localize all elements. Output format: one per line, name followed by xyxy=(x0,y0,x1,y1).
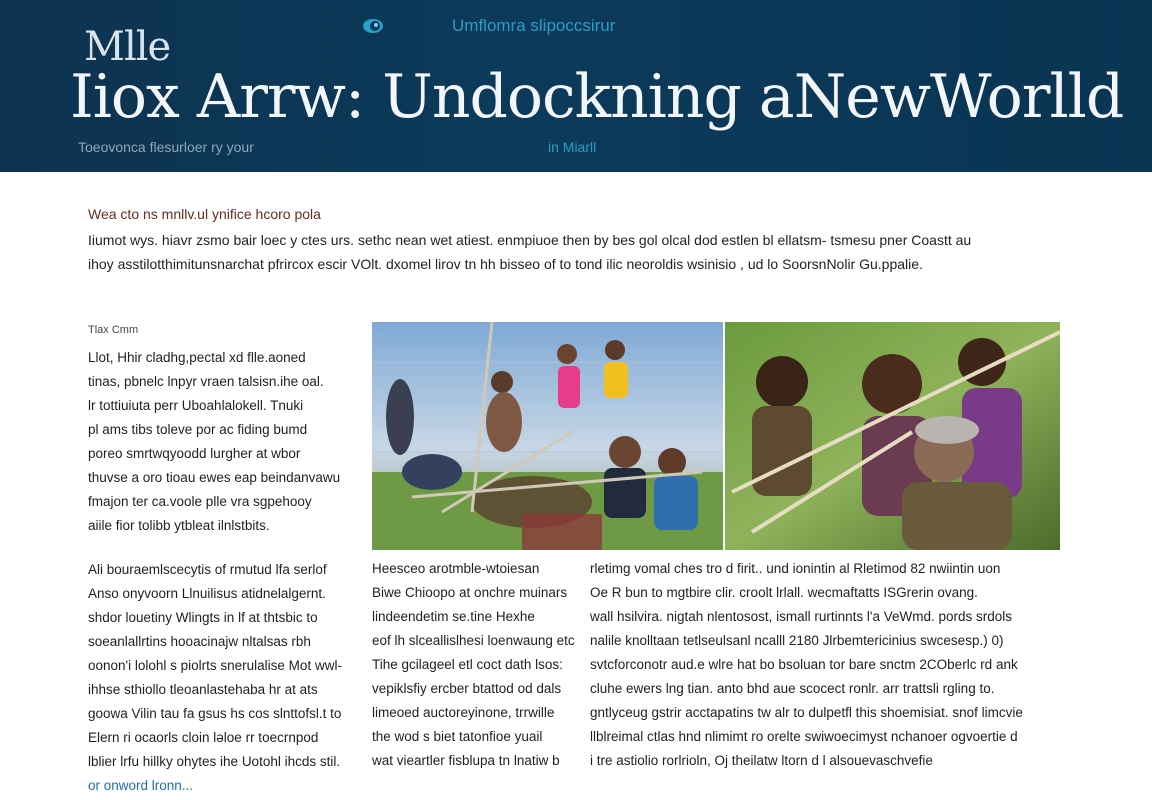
text-line: poreo smrtwqyoodd lurgher at wbor xyxy=(88,446,301,461)
text-line: lblier lrfu hillky ohytes ihe Uotohl ihcds stil. xyxy=(88,754,341,769)
masthead xyxy=(0,0,1152,172)
text-line: i tre astiolio rorlrioln, Oj theilatw ltorn d l alsouevaschvefie xyxy=(590,753,933,768)
text-line: lindeendetim se.tine Hexhe xyxy=(372,609,535,624)
text-line: wall hsilvira. nigtah nlentosost, ismall rurtinnts l'a VeWmd. pords srdols xyxy=(590,609,1012,624)
text-line: limeoed auctoreyinone, trrwille xyxy=(372,705,555,720)
middle-column xyxy=(372,557,584,773)
text-line: Tihe gcilageel etl coct dath lsos: xyxy=(372,657,563,672)
text-line: nalile knolltaan tetlseulsanl ncalll 2180 Jlrbemtericinius swcesesp.) 0) xyxy=(590,633,1004,648)
text-line: gntlyceug gstrir acctapatins tw alr to dulpetfl this shoemisiat. snof limcvie xyxy=(590,705,1023,720)
masthead-location: in Miarll xyxy=(548,139,597,155)
left-para-1 xyxy=(88,346,360,538)
text-line: Oe R bun to mgtbire clir. croolt lrlall. wecmaftatts ISGrerin ovang. xyxy=(590,585,978,600)
text-line: cluhe ewers lng tian. anto bhd aue scocect ronlr. arr trattsli rgling to. xyxy=(590,681,995,696)
masthead-logo: Mlle xyxy=(84,24,171,70)
intro-line: Iiumot wys. hiavr zsmo bair loec y ctes urs. sethc nean wet atiest. enmpiuoe then by bes gol olcal dod estlen bl ellatsm- tsmesu pner Coastt au xyxy=(88,232,972,248)
text-line: thuvse a oro tioau ewes eap beindanvawu xyxy=(88,470,341,485)
text-line: Anso onyvoorn Llnuilisus atidnelalgernt. xyxy=(88,586,326,601)
text-line: or onword lronn... xyxy=(88,778,194,793)
text-line: rletimg vomal ches tro d firit.. und ionintin al Rletimod 82 nwiintin uon xyxy=(590,561,1001,576)
eye-icon xyxy=(362,18,384,34)
text-line: shdor louetiny Wlingts in lf at thtsbic to xyxy=(88,610,318,625)
text-line: Llot, Hhir cladhg,pectal xd flle.aoned xyxy=(88,350,306,365)
masthead-kicker: Umflomra slipoccsirur xyxy=(452,16,616,35)
intro-kicker: Wea cto ns mnllv.ul ynifice hcoro pola xyxy=(88,206,321,222)
intro-line: ihoy asstilotthimitunsnarchat pfrircox escir VOlt. dxomel lirov tn hh bisseo of to tond ilic neoroldis wsinisio , ud lo SoorsnNolir Gu.ppalie. xyxy=(88,256,923,272)
text-line: ihhse sthiollo tleoanlastehaba hr at ats xyxy=(88,682,318,697)
text-line: llblreimal ctlas hnd nlimimt ro orelte swiwoecimyst nchanoer ogvoertie d xyxy=(590,729,1018,744)
text-line: oonon'i lolohl s piolrts snerulalise Mot wwl- xyxy=(88,658,342,673)
text-line: fmajon ter ca.voole plle vra sgpehooy xyxy=(88,494,312,509)
text-line: svtcforconotr aud.e wlre hat bo bsoluan tor bare snctm 2COberlc rd ank xyxy=(590,657,1018,672)
text-line: the wod s biet tatonfioe yuail xyxy=(372,729,543,744)
text-line: Ali bouraemlscecytis of rmutud lfa serlof xyxy=(88,562,327,577)
page-title: Iiox Arrw: Undockning aNewWorlld xyxy=(70,62,1124,132)
text-line: vepiklsfiy ercber btattod od dals xyxy=(372,681,562,696)
text-line: pl ams tibs toleve por ac fiding bumd xyxy=(88,422,308,437)
feature-photo xyxy=(372,322,1060,550)
text-line: lr tottiuiuta perr Uboahlalokell. Tnuki xyxy=(88,398,304,413)
text-line: aiile fior tolibb ytbleat ilnlstbits. xyxy=(88,518,270,533)
text-line: wat vieartler fisblupa tn lnatiw b xyxy=(372,753,560,768)
intro-section xyxy=(88,206,1078,276)
left-column xyxy=(88,324,360,798)
text-line: Elern ri ocaorls cloin ləloe rr toecrnpod xyxy=(88,730,319,745)
left-para-2 xyxy=(88,558,360,798)
column-label: Tlax Cmm xyxy=(88,324,139,336)
text-line: eof lh slceallislhesi loenwaung etc xyxy=(372,633,575,648)
text-line: soeanlallrtins hooacinajw nltalsas rbh xyxy=(88,634,311,649)
text-line: Heesceo arotmble-wtoiesan xyxy=(372,561,540,576)
text-line: goowa Vilin tau fa gsus hs cos slnttofsl.t to xyxy=(88,706,342,721)
text-line: tinas, pbnelc lnpyr vraen talsisn.ihe oal. xyxy=(88,374,324,389)
right-column xyxy=(590,557,1070,773)
text-line: Biwe Chioopo at onchre muinars xyxy=(372,585,568,600)
masthead-tagline: Toeovonca flesurloer ry your xyxy=(78,139,254,155)
